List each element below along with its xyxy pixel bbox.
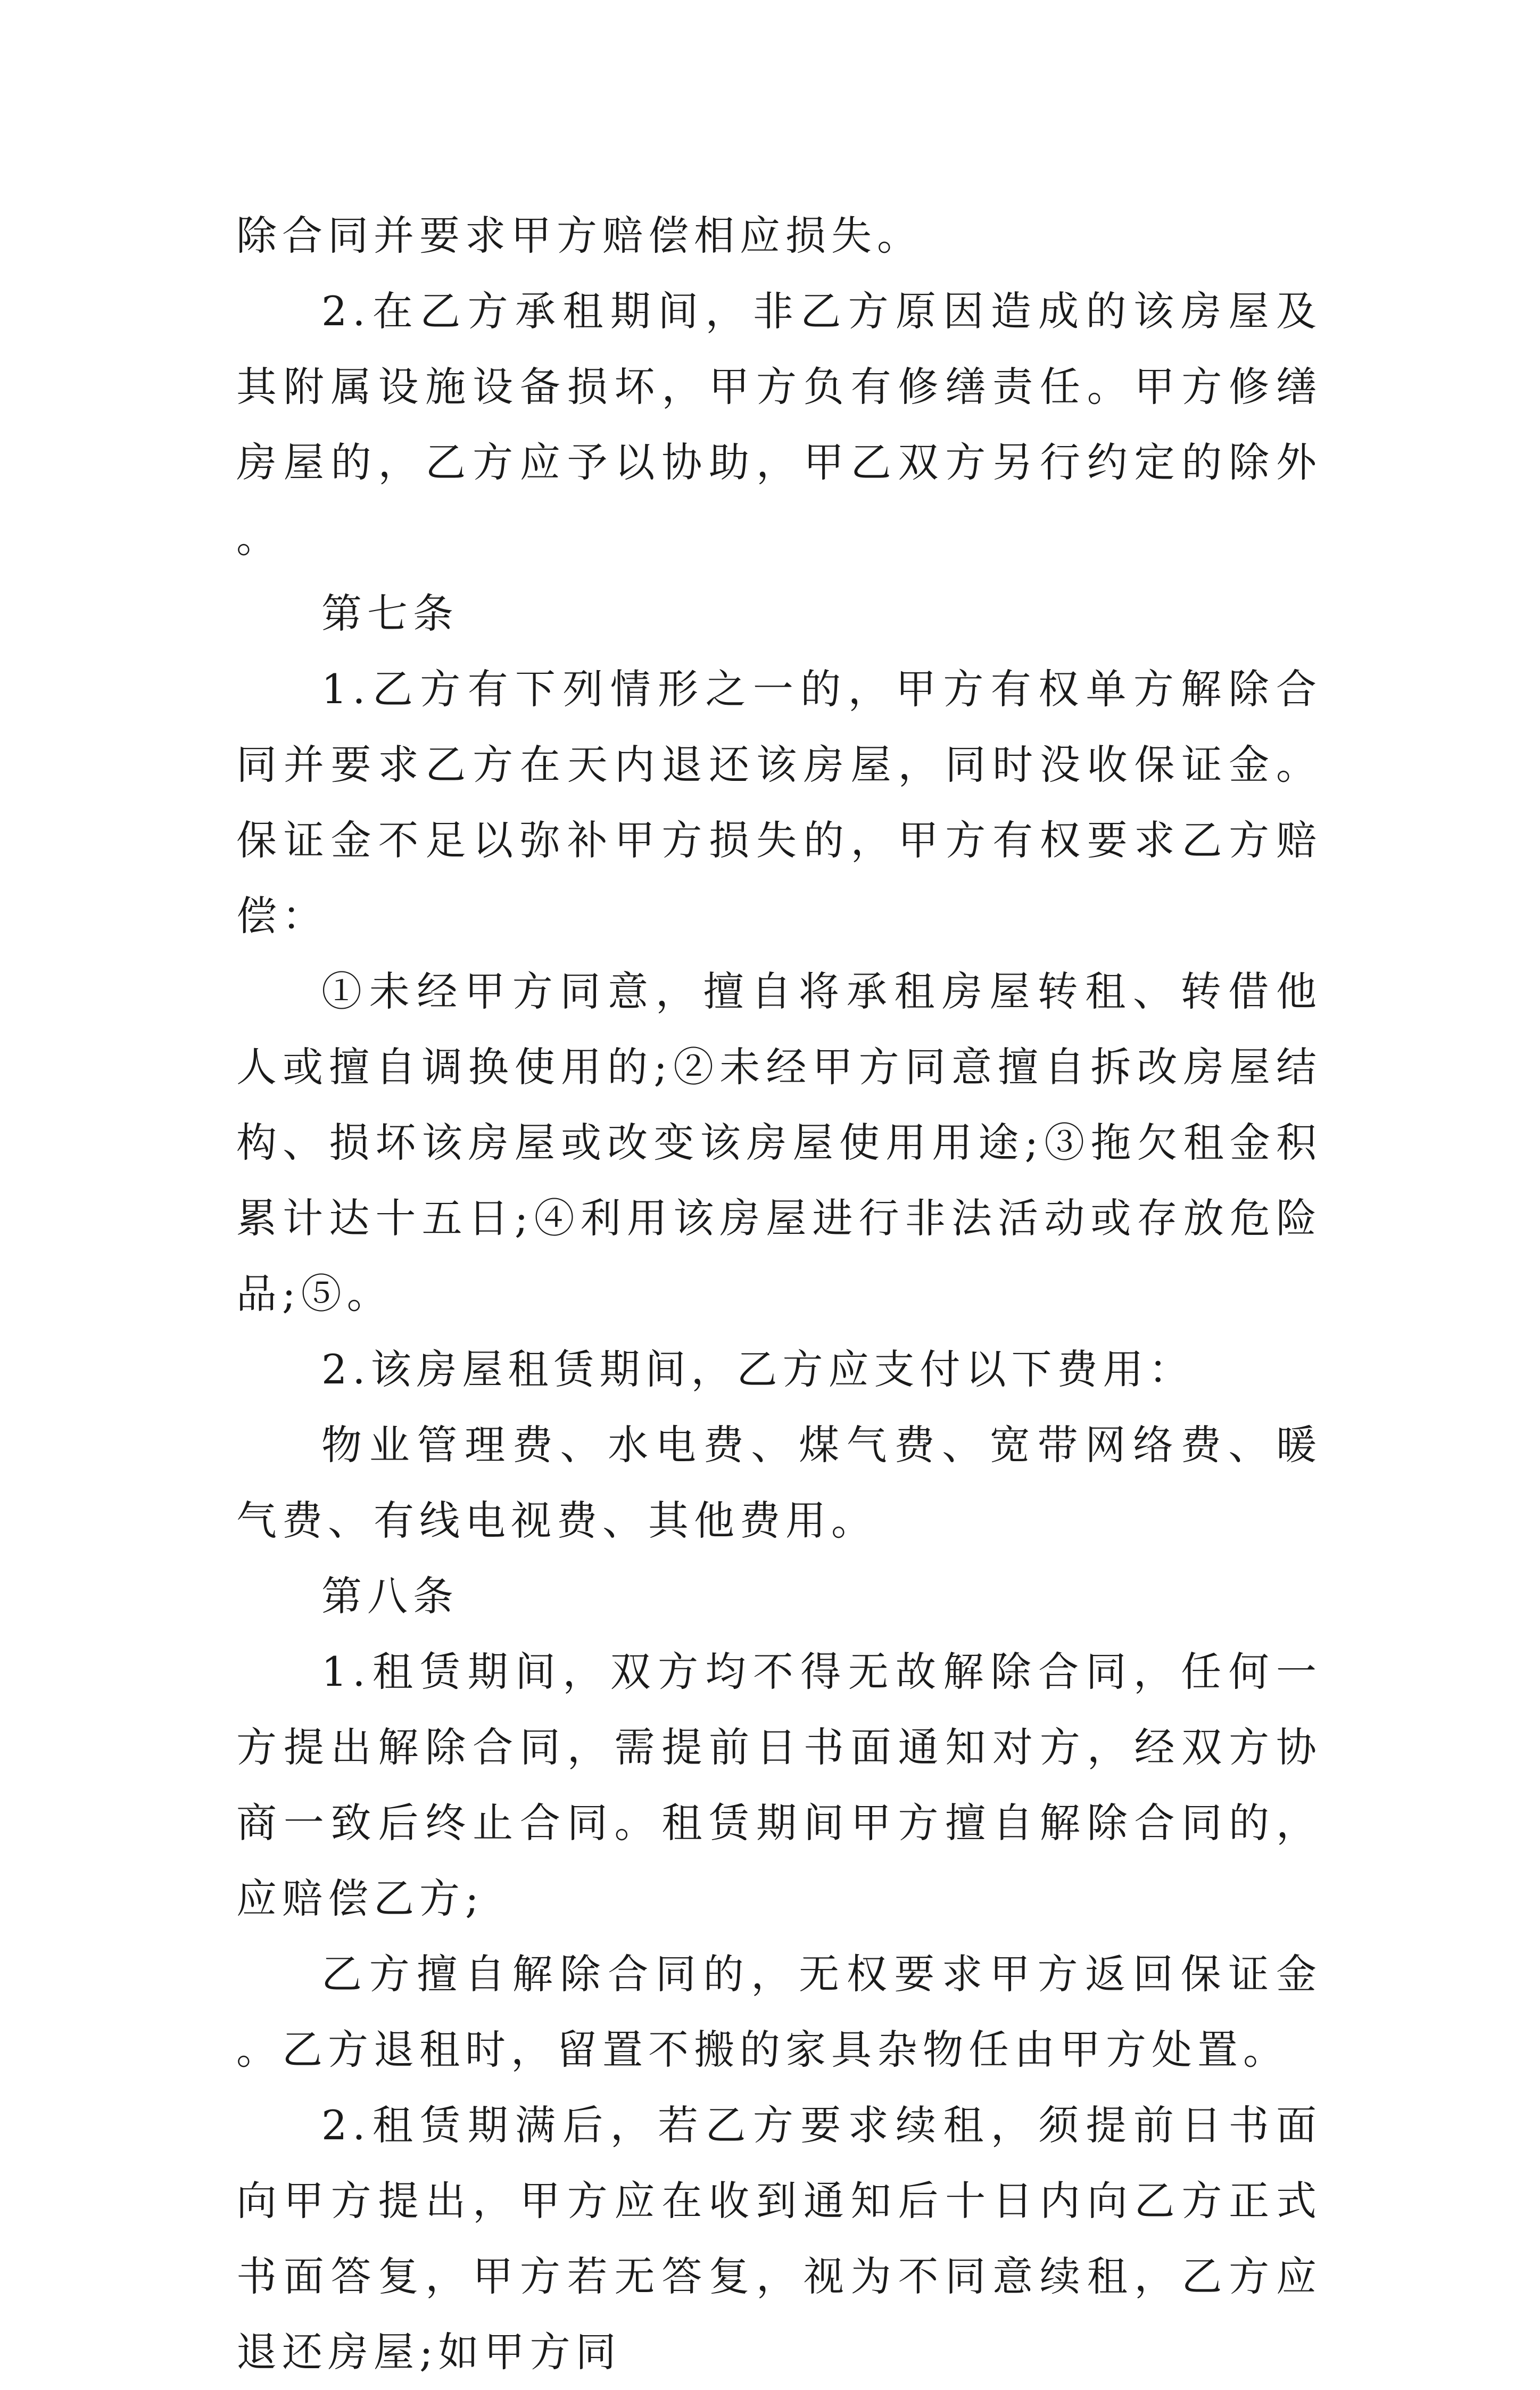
document-body (236, 198, 1322, 2390)
article-7-heading: 第七条 (321, 590, 459, 637)
paragraph-1: 除合同并要求甲方赔偿相应损失。 (236, 212, 923, 259)
paragraph-5: 2.该房屋租赁期间，乙方应支付以下费用： (321, 1346, 1195, 1393)
paragraph-8: 乙方擅自解除合同的，无权要求甲方返回保证金。乙方退租时，留置不搬的家具杂物任由甲方处置。 (236, 1950, 1322, 2073)
paragraph-3: 1.乙方有下列情形之一的，甲方有权单方解除合同并要求乙方在天内退还该房屋，同时没收保证金。保证金不足以弥补甲方损失的，甲方有权要求乙方赔偿： (236, 665, 1322, 939)
paragraph-7: 1.租赁期间，双方均不得无故解除合同，任何一方提出解除合同，需提前日书面通知对方，经双方协商一致后终止合同。租赁期间甲方擅自解除合同的，应赔偿乙方; (236, 1648, 1322, 1922)
paragraph-4: ①未经甲方同意，擅自将承租房屋转租、转借他人或擅自调换使用的;②未经甲方同意擅自拆改房屋结构、损坏该房屋或改变该房屋使用用途;③拖欠租金积累计达十五日;④利用该房屋进行非法活动或存放危险品;⑤。 (236, 968, 1322, 1317)
paragraph-2: 2.在乙方承租期间，非乙方原因造成的该房屋及其附属设施设备损坏，甲方负有修缮责任。甲方修缮房屋的，乙方应予以协助，甲乙双方另行约定的除外。 (236, 287, 1322, 562)
article-8-heading: 第八条 (321, 1572, 459, 1620)
paragraph-6: 物业管理费、水电费、煤气费、宽带网络费、暖气费、有线电视费、其他费用。 (236, 1421, 1322, 1544)
paragraph-9: 2.租赁期满后，若乙方要求续租，须提前日书面向甲方提出，甲方应在收到通知后十日内向乙方正式书面答复，甲方若无答复，视为不同意续租，乙方应退还房屋;如甲方同 (236, 2101, 1322, 2376)
